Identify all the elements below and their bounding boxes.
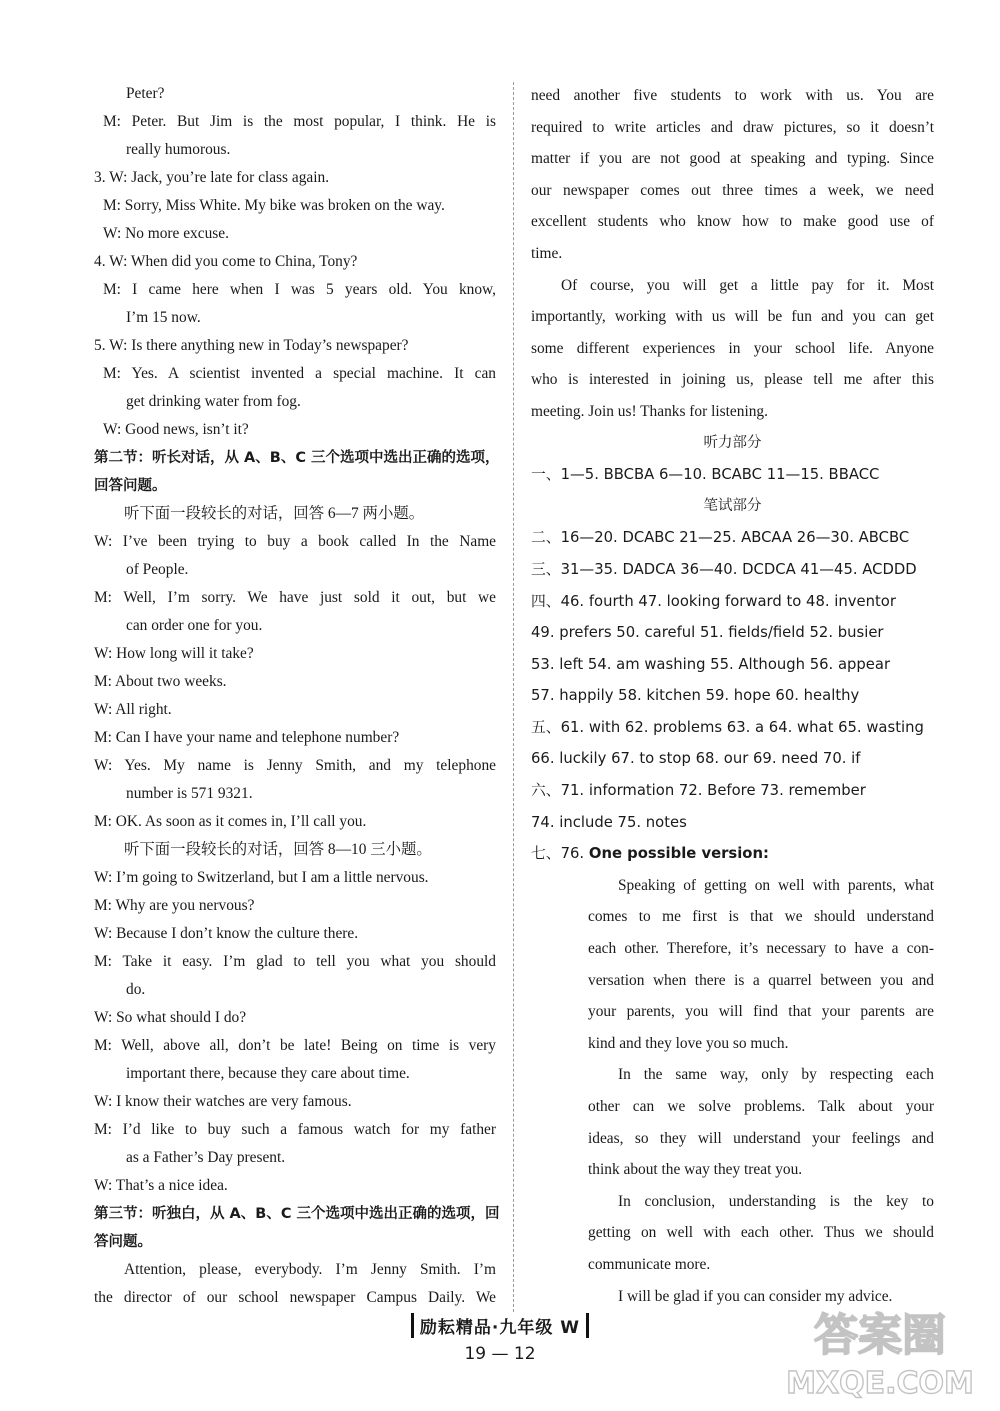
script-line: excellent students who know how to make good use of: [531, 213, 934, 231]
sample-essay: [531, 870, 934, 1312]
script-line: I’m 15 now.: [126, 309, 201, 326]
script-line: our newspaper comes out three times a week, we need: [531, 181, 934, 199]
column-divider: [513, 82, 514, 1312]
right-column: [531, 80, 934, 1312]
essay-line: other can we solve problems. Talk about your: [588, 1098, 934, 1115]
essay-line: think about the way they treat you.: [588, 1161, 803, 1179]
answer-line: 六、71. information 72. Before 73. remember: [531, 782, 866, 800]
script-line: M: Why are you nervous?: [94, 897, 255, 914]
script-line: can order one for you.: [126, 617, 263, 634]
script-line: Attention, please, everybody. I’m Jenny Smith. I’m: [124, 1261, 496, 1278]
script-line: W: How long will it take?: [94, 645, 254, 662]
left-column: [94, 80, 500, 1312]
script-line: required to write articles and draw pictures, so it doesn’t: [531, 118, 934, 136]
answer-line: 四、46. fourth 47. looking forward to 48. inventor: [531, 592, 896, 610]
essay-label: 七、76.: [531, 845, 585, 863]
script-line: 第三节：听独白，从 A、B、C 三个选项中选出正确的选项，回: [94, 1206, 500, 1222]
script-line: matter if you are not good at speaking and typing. Since: [531, 150, 934, 168]
script-line: Peter?: [126, 85, 165, 102]
answer-line: 五、61. with 62. problems 63. a 64. what 65. wasting: [531, 718, 924, 736]
essay-line: comes to me first is that we should understand: [588, 908, 934, 926]
script-line: the director of our school newspaper Campus Daily. We: [94, 1289, 496, 1306]
script-line: get drinking water from fog.: [126, 393, 301, 410]
script-line: 5. W: Is there anything new in Today’s newspaper?: [94, 337, 409, 354]
answer-line: 49. prefers 50. careful 51. fields/field 52. busier: [531, 624, 884, 642]
script-line: W: So what should I do?: [94, 1009, 247, 1026]
watermark-text-bottom: MXQE.COM: [786, 1366, 974, 1401]
script-line: W: I’ve been trying to buy a book called In the Name: [94, 533, 496, 550]
script-line: W: I know their watches are very famous.: [94, 1093, 352, 1110]
answer-line: 53. left 54. am washing 55. Although 56. appear: [531, 655, 891, 673]
script-line: important there, because they care about time.: [126, 1065, 410, 1082]
script-line: W: Yes. My name is Jenny Smith, and my telephone: [94, 757, 496, 774]
answer-line: 三、31—35. DADCA 36—40. DCDCA 41—45. ACDDD: [531, 560, 917, 578]
answer-line: 66. luckily 67. to stop 68. our 69. need 70. if: [531, 750, 861, 768]
script-line: 第二节：听长对话，从 A、B、C 三个选项中选出正确的选项，: [94, 450, 500, 466]
essay-line: kind and they love you so much.: [588, 1034, 789, 1052]
script-line: as a Father’s Day present.: [126, 1149, 286, 1166]
answer-line: 二、16—20. DCABC 21—25. ABCAA 26—30. ABCBC: [531, 529, 910, 547]
essay-line: In conclusion, understanding is the key to: [618, 1192, 934, 1210]
script-line: M: Take it easy. I’m glad to tell you what you should: [94, 953, 496, 970]
essay-line: In the same way, only by respecting each: [618, 1066, 934, 1084]
script-line: do.: [126, 981, 146, 998]
listening-script-continued: [531, 80, 934, 428]
script-line: M: I came here when I was 5 years old. You know,: [103, 281, 496, 298]
script-line: W: All right.: [94, 701, 172, 718]
script-line: who is interested in joining us, please tell me after this: [531, 371, 934, 389]
script-line: M: About two weeks.: [94, 673, 227, 690]
essay-title: One possible version:: [588, 845, 769, 863]
script-line: need another five students to work with us. You are: [531, 87, 934, 104]
script-line: W: Good news, isn’t it?: [103, 421, 249, 438]
script-line: M: Peter. But Jim is the most popular, I think. He is: [103, 113, 496, 130]
script-line: 3. W: Jack, you’re late for class again.: [94, 169, 330, 186]
essay-line: I will be glad if you can consider my advice.: [618, 1287, 893, 1305]
listening-section-heading: 听力部分: [703, 434, 762, 451]
script-line: 听下面一段较长的对话，回答 8—10 三小题。: [124, 841, 432, 858]
essay-line: ideas, so they will understand your feelings and: [588, 1129, 934, 1147]
answer-line: 57. happily 58. kitchen 59. hope 60. healthy: [531, 687, 860, 705]
script-line: M: OK. As soon as it comes in, I’ll call you.: [94, 813, 367, 830]
essay-line: communicate more.: [588, 1255, 711, 1273]
page-number: 19 — 12: [464, 1344, 536, 1364]
script-line: really humorous.: [126, 141, 231, 158]
script-line: W: Because I don’t know the culture there.: [94, 925, 359, 942]
essay-line: each other. Therefore, it’s necessary to have a con-: [588, 940, 934, 958]
script-line: 听下面一段较长的对话，回答 6—7 两小题。: [124, 505, 425, 522]
listening-answers: 一、1—5. BBCBA 6—10. BCABC 11—15. BBACC: [531, 466, 880, 484]
watermark-logo: [780, 1298, 980, 1403]
essay-line: Speaking of getting on well with parents, what: [618, 876, 934, 894]
script-line: 4. W: When did you come to China, Tony?: [94, 253, 358, 270]
essay-line: versation when there is a quarrel between you and: [588, 971, 934, 989]
answer-line: 74. include 75. notes: [531, 813, 687, 831]
script-line: W: No more excuse.: [103, 225, 229, 242]
script-line: M: Yes. A scientist invented a special machine. It can: [103, 365, 496, 382]
script-line: meeting. Join us! Thanks for listening.: [531, 402, 768, 420]
script-line: M: Sorry, Miss White. My bike was broken on the way.: [103, 197, 445, 214]
script-line: number is 571 9321.: [126, 785, 253, 802]
script-line: some different experiences in your school life. Anyone: [531, 339, 934, 357]
writing-section-heading: 笔试部分: [703, 497, 762, 514]
script-line: 答问题。: [94, 1234, 152, 1250]
script-line: M: Well, I’m sorry. We have just sold it out, but we: [94, 589, 496, 606]
book-brand: 励耘精品·九年级 W: [411, 1313, 589, 1338]
script-line: of People.: [126, 561, 189, 578]
script-line: W: That’s a nice idea.: [94, 1177, 228, 1194]
script-line: Of course, you will get a little pay for it. Most: [561, 276, 934, 294]
script-line: time.: [531, 244, 563, 262]
answer-key: [531, 522, 934, 838]
essay-line: your parents, you will find that your parents are: [588, 1003, 934, 1021]
script-line: M: I’d like to buy such a famous watch for my father: [94, 1121, 496, 1138]
script-line: 回答问题。: [94, 478, 167, 494]
script-line: importantly, working with us will be fun and you can get: [531, 308, 934, 326]
script-line: M: Can I have your name and telephone number?: [94, 729, 400, 746]
essay-line: getting on well with each other. Thus we should: [588, 1224, 934, 1242]
essay-heading: [531, 838, 934, 870]
script-line: W: I’m going to Switzerland, but I am a little nervous.: [94, 869, 429, 886]
script-line: M: Well, above all, don’t be late! Being on time is very: [94, 1037, 496, 1054]
watermark-text-top: 答案圈: [814, 1310, 946, 1361]
